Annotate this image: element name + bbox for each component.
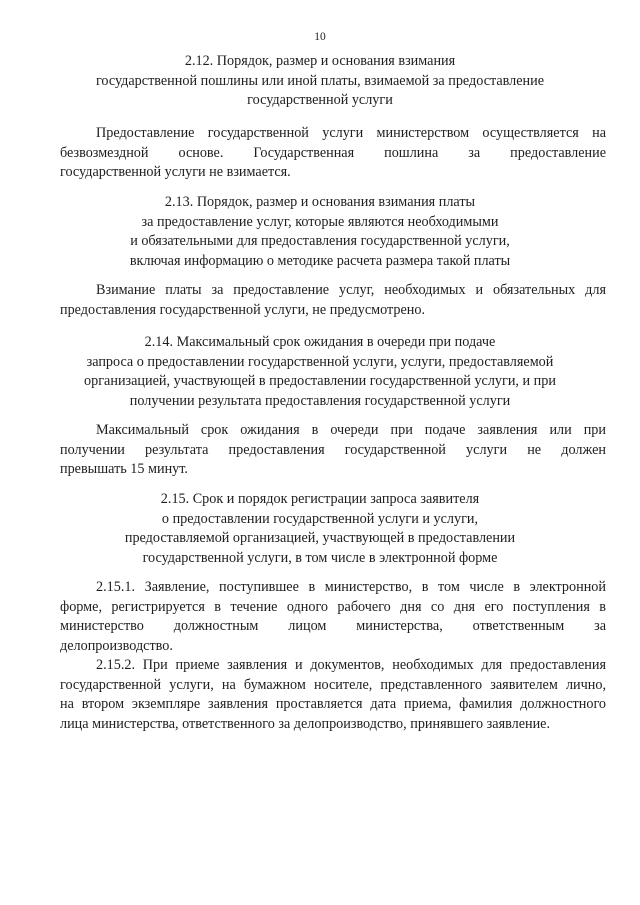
heading-line: организацией, участвующей в предоставлении государственной услуги, и при (84, 373, 556, 390)
heading-line: за предоставление услуг, которые являются необходимыми (141, 213, 499, 230)
paragraph-2-15-2 (60, 656, 606, 734)
heading-line: получении результата предоставления государственной услуги (129, 392, 511, 409)
paragraph-line: министерство должностным лицом министерства, ответственным за (60, 618, 606, 635)
paragraph-line: Максимальный срок ожидания в очереди при подаче заявления или при (96, 422, 606, 438)
paragraph-line: государственной услуги, на бумажном носителе, представленного заявителем лично, (60, 676, 606, 693)
paragraph-2-15-1 (60, 578, 606, 656)
page-number: 10 (314, 31, 326, 43)
paragraph-line: Взимание платы за предоставление услуг, необходимых и обязательных для (96, 282, 606, 298)
paragraph-line: государственной услуги не взимается. (60, 164, 291, 181)
heading-line: предоставляемой организацией, участвующей в предоставлении (124, 530, 516, 547)
heading-line: 2.12. Порядок, размер и основания взимания (184, 53, 456, 69)
paragraph-line: делопроизводство. (60, 637, 173, 654)
heading-line: о предоставлении государственной услуги и услуги, (161, 510, 479, 527)
paragraph-line: превышать 15 минут. (60, 461, 188, 478)
heading-line: государственной пошлины или иной платы, взимаемой за предоставление (95, 72, 545, 89)
paragraph-line: 2.15.2. При приеме заявления и документов, необходимых для предоставления (96, 657, 606, 673)
paragraph-line: Предоставление государственной услуги министерством осуществляется на (96, 125, 606, 141)
paragraph-2-12 (60, 124, 606, 183)
paragraph-line: предоставления государственной услуги, не предусмотрено. (60, 301, 426, 318)
section-heading-2-12 (0, 52, 640, 111)
heading-line: 2.15. Срок и порядок регистрации запроса заявителя (160, 491, 480, 507)
paragraph-2-13 (60, 281, 606, 320)
heading-line: включая информацию о методике расчета размера такой платы (129, 252, 511, 269)
heading-line: 2.14. Максимальный срок ожидания в очереди при подаче (144, 334, 496, 350)
paragraph-line: получении результата предоставления государственной услуги не должен (60, 441, 606, 458)
paragraph-line: форме, регистрируется в течение одного рабочего дня со дня его поступления в (60, 598, 606, 615)
section-heading-2-14 (0, 333, 640, 411)
heading-line: 2.13. Порядок, размер и основания взимания платы (164, 194, 476, 210)
paragraph-line: на втором экземпляре заявления проставляется дата приема, фамилия должностного (60, 696, 606, 713)
section-heading-2-13 (0, 193, 640, 271)
heading-line: и обязательными для предоставления государственной услуги, (130, 233, 510, 250)
heading-line: государственной услуги (247, 92, 393, 109)
paragraph-line: безвозмездной основе. Государственная пошлина за предоставление (60, 144, 606, 161)
paragraph-2-14 (60, 421, 606, 480)
heading-line: государственной услуги, в том числе в электронной форме (142, 549, 498, 566)
paragraph-line: 2.15.1. Заявление, поступившее в министерство, в том числе в электронной (96, 579, 606, 595)
paragraph-line: лица министерства, ответственного за делопроизводство, принявшего заявление. (60, 715, 551, 732)
section-heading-2-15 (0, 490, 640, 568)
heading-line: запроса о предоставлении государственной услуги, услуги, предоставляемой (86, 353, 554, 370)
